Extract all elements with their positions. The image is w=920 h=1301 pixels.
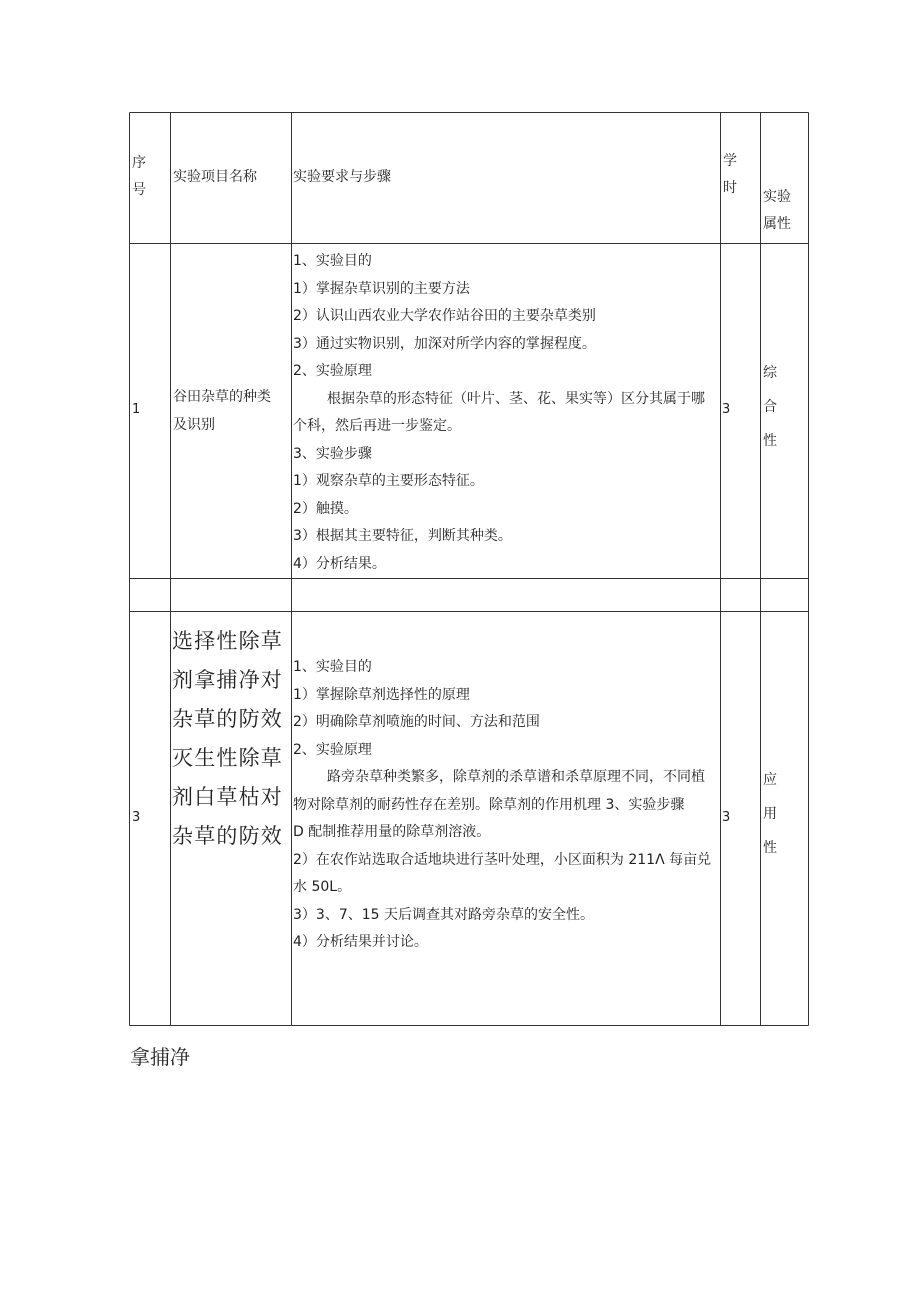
row3-attribute-char: 应 — [763, 772, 777, 788]
row1-step-paragraph: 根据杂草的形态特征（叶片、茎、花、果实等）区分其属于哪个科，然后再进一步鉴定。 — [293, 390, 705, 434]
header-name: 实验项目名称 — [173, 169, 257, 185]
row1-step: 2、实验原理 — [293, 363, 372, 379]
row3-name — [172, 622, 283, 856]
row3-step: 3）3、7、15 天后调查其对路旁杂草的安全性。 — [293, 906, 594, 923]
footer-text: 拿捕净 — [130, 1045, 190, 1069]
header-hours-line: 时 — [723, 180, 737, 196]
row3-step: 1）掌握除草剂选择性的原理 — [293, 686, 470, 703]
row1-step: 1）观察杂草的主要形态特征。 — [293, 473, 484, 489]
header-attribute — [763, 184, 791, 238]
row3-steps — [293, 654, 718, 957]
header-seq-line: 序 — [132, 155, 146, 171]
row3-name-line: 杂草的防效 — [172, 824, 283, 848]
header-hours-line: 学 — [723, 153, 737, 169]
row3-step: 2、实验原理 — [293, 741, 372, 758]
row3-name-line: 剂白草枯对 — [172, 785, 283, 809]
row1-step: 2）触摸。 — [293, 500, 358, 517]
row1-name — [173, 384, 271, 439]
row3-attribute-char: 用 — [763, 806, 777, 822]
header-attribute-line: 属性 — [763, 216, 791, 232]
row1-seq: 1 — [132, 402, 141, 417]
row3-name-line: 剂拿捕净对 — [172, 668, 283, 692]
header-seq — [132, 150, 146, 204]
row3-step: 2）明确除草剂喷施的时间、方法和范围 — [293, 714, 540, 730]
row1-name-line: 谷田杂草的种类 — [173, 389, 271, 405]
row3-step: 4）分析结果并讨论。 — [293, 934, 428, 950]
row3-name-line: 选择性除草 — [172, 629, 283, 653]
row1-step: 4）分析结果。 — [293, 555, 386, 572]
row1-step: 3）根据其主要特征，判断其种类。 — [293, 528, 512, 544]
header-attribute-line: 实验 — [763, 189, 791, 205]
row3-attribute — [763, 763, 777, 865]
row3-step-paragraph: 路旁杂草种类繁多，除草剂的杀草谱和杀草原理不同，不同植物对除草剂的耐药性存在差别。除草剂的作用机理 3、实验步骤 — [293, 769, 705, 813]
header-hours — [723, 148, 737, 202]
row3-name-line: 杂草的防效 — [172, 707, 283, 731]
row1-step: 2）认识山西农业大学农作站谷田的主要杂草类别 — [293, 308, 596, 324]
row3-name-line: 灭生性除草 — [172, 746, 283, 770]
row1-attribute-char: 合 — [763, 399, 777, 415]
row1-attribute — [763, 356, 777, 458]
row1-step: 1）掌握杂草识别的主要方法 — [293, 280, 470, 297]
row3-seq: 3 — [132, 810, 141, 825]
row3-hours: 3 — [722, 810, 731, 825]
row1-name-line: 及识别 — [173, 416, 215, 433]
row1-step: 3、实验步骤 — [293, 445, 372, 462]
row3-step: D 配制推荐用量的除草剂溶液。 — [293, 824, 491, 840]
header-seq-line: 号 — [132, 182, 146, 198]
row1-step: 1、实验目的 — [293, 253, 372, 269]
row1-attribute-char: 性 — [763, 433, 777, 449]
row1-step: 3）通过实物识别，加深对所学内容的掌握程度。 — [293, 335, 596, 352]
row1-hours: 3 — [722, 402, 731, 417]
header-requirements: 实验要求与步骤 — [293, 169, 391, 185]
row1-attribute-char: 综 — [763, 365, 777, 381]
row1-steps — [293, 248, 718, 578]
row3-attribute-char: 性 — [763, 840, 777, 856]
row3-step-paragraph: 2）在农作站选取合适地块进行茎叶处理，小区面积为 211Λ 每亩兑水 50L。 — [293, 851, 712, 895]
row3-step: 1、实验目的 — [293, 659, 372, 675]
